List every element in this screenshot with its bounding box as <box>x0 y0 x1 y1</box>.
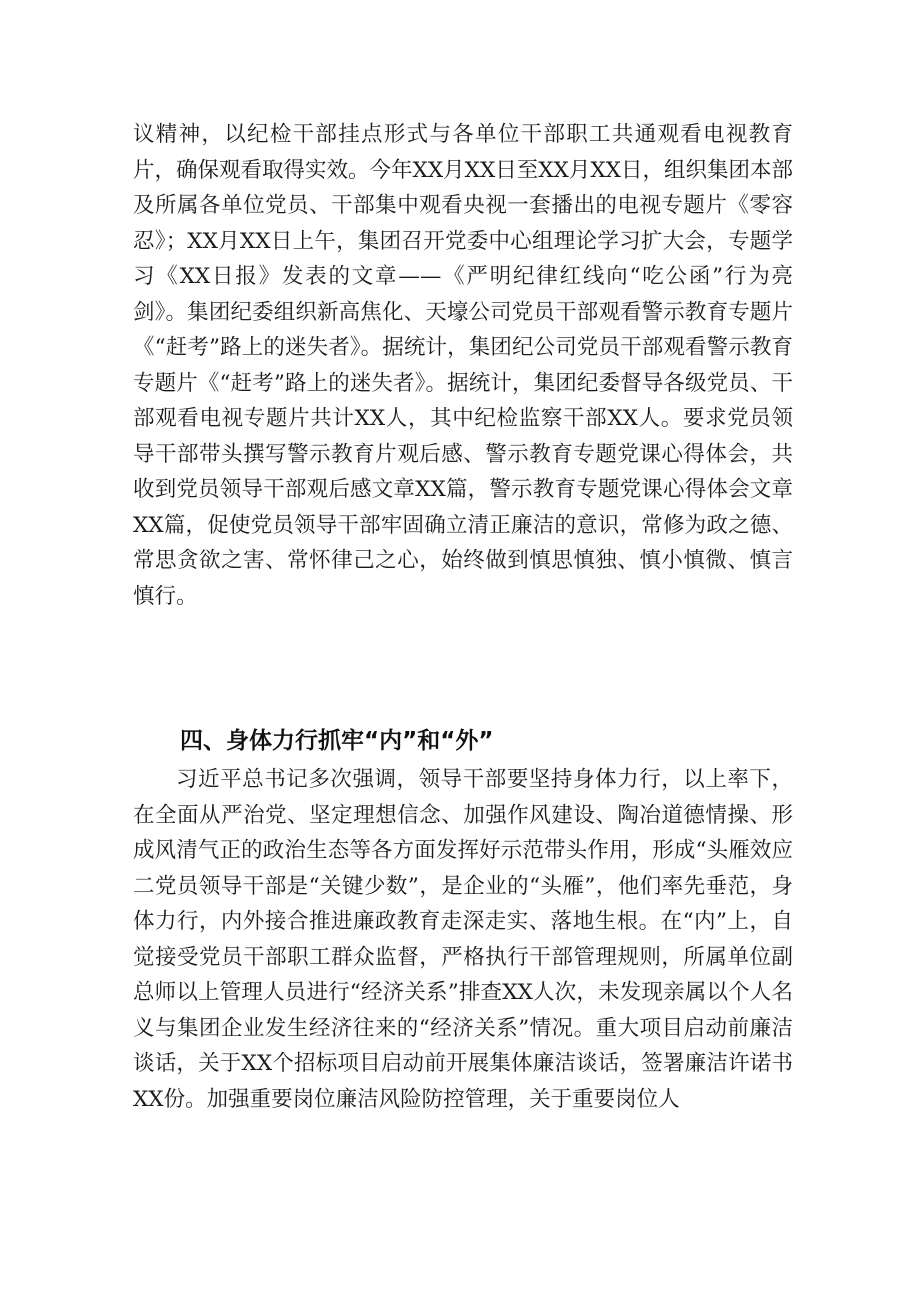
section-heading-4: 四、身体力行抓牢“内”和“外” <box>180 728 494 754</box>
body-paragraph-2: 习近平总书记多次强调，领导干部要坚持身体力行，以上率下，在全面从严治党、坚定理想信念、加强作风建设、陶冶道德情操、形成风清气正的政治生态等各方面发挥好示范带头作用，形成“头雁效应二党员领导干部是“关键少数”，是企业的“头雁”，他们率先垂范，身体力行，内外接合推进廉政教育走深走实、落地生根。在“内”上，自觉接受党员干部职工群众监督，严格执行干部管理规则，所属单位副总师以上管理人员进行“经济关系”排查XX人次，未发现亲属以个人名义与集团企业发生经济往来的“经济关系”情况。重大项目启动前廉洁谈话，关于XX个招标项目启动前开展集体廉洁谈话，签署廉洁许诺书XX份。加强重要岗位廉洁风险防控管理，关于重要岗位人 <box>133 767 793 1112</box>
body-paragraph-1: 议精神，以纪检干部挂点形式与各单位干部职工共通观看电视教育片，确保观看取得实效。今年XX月XX日至XX月XX日，组织集团本部及所属各单位党员、干部集中观看央视一套播出的电视专题片《零容忍》；XX月XX日上午，集团召开党委中心组理论学习扩大会，专题学习《XX日报》发表的文章——《严明纪律红线向“吃公函”行为亮剑》。集团纪委组织新高焦化、天壕公司党员干部观看警示教育专题片《“赶考”路上的迷失者》。据统计，集团纪公司党员干部观看警示教育专题片《“赶考”路上的迷失者》。据统计，集团纪委督导各级党员、干部观看电视专题片共计XX人，其中纪检监察干部XX人。要求党员领导干部带头撰写警示教育片观后感、警示教育专题党课心得体会，共收到党员领导干部观后感文章XX篇，警示教育专题党课心得体会文章XX篇，促使党员领导干部牢固确立清正廉洁的意识，常修为政之德、常思贪欲之害、常怀律己之心，始终做到慎思慎独、慎小慎微、慎言慎行。 <box>133 122 793 609</box>
